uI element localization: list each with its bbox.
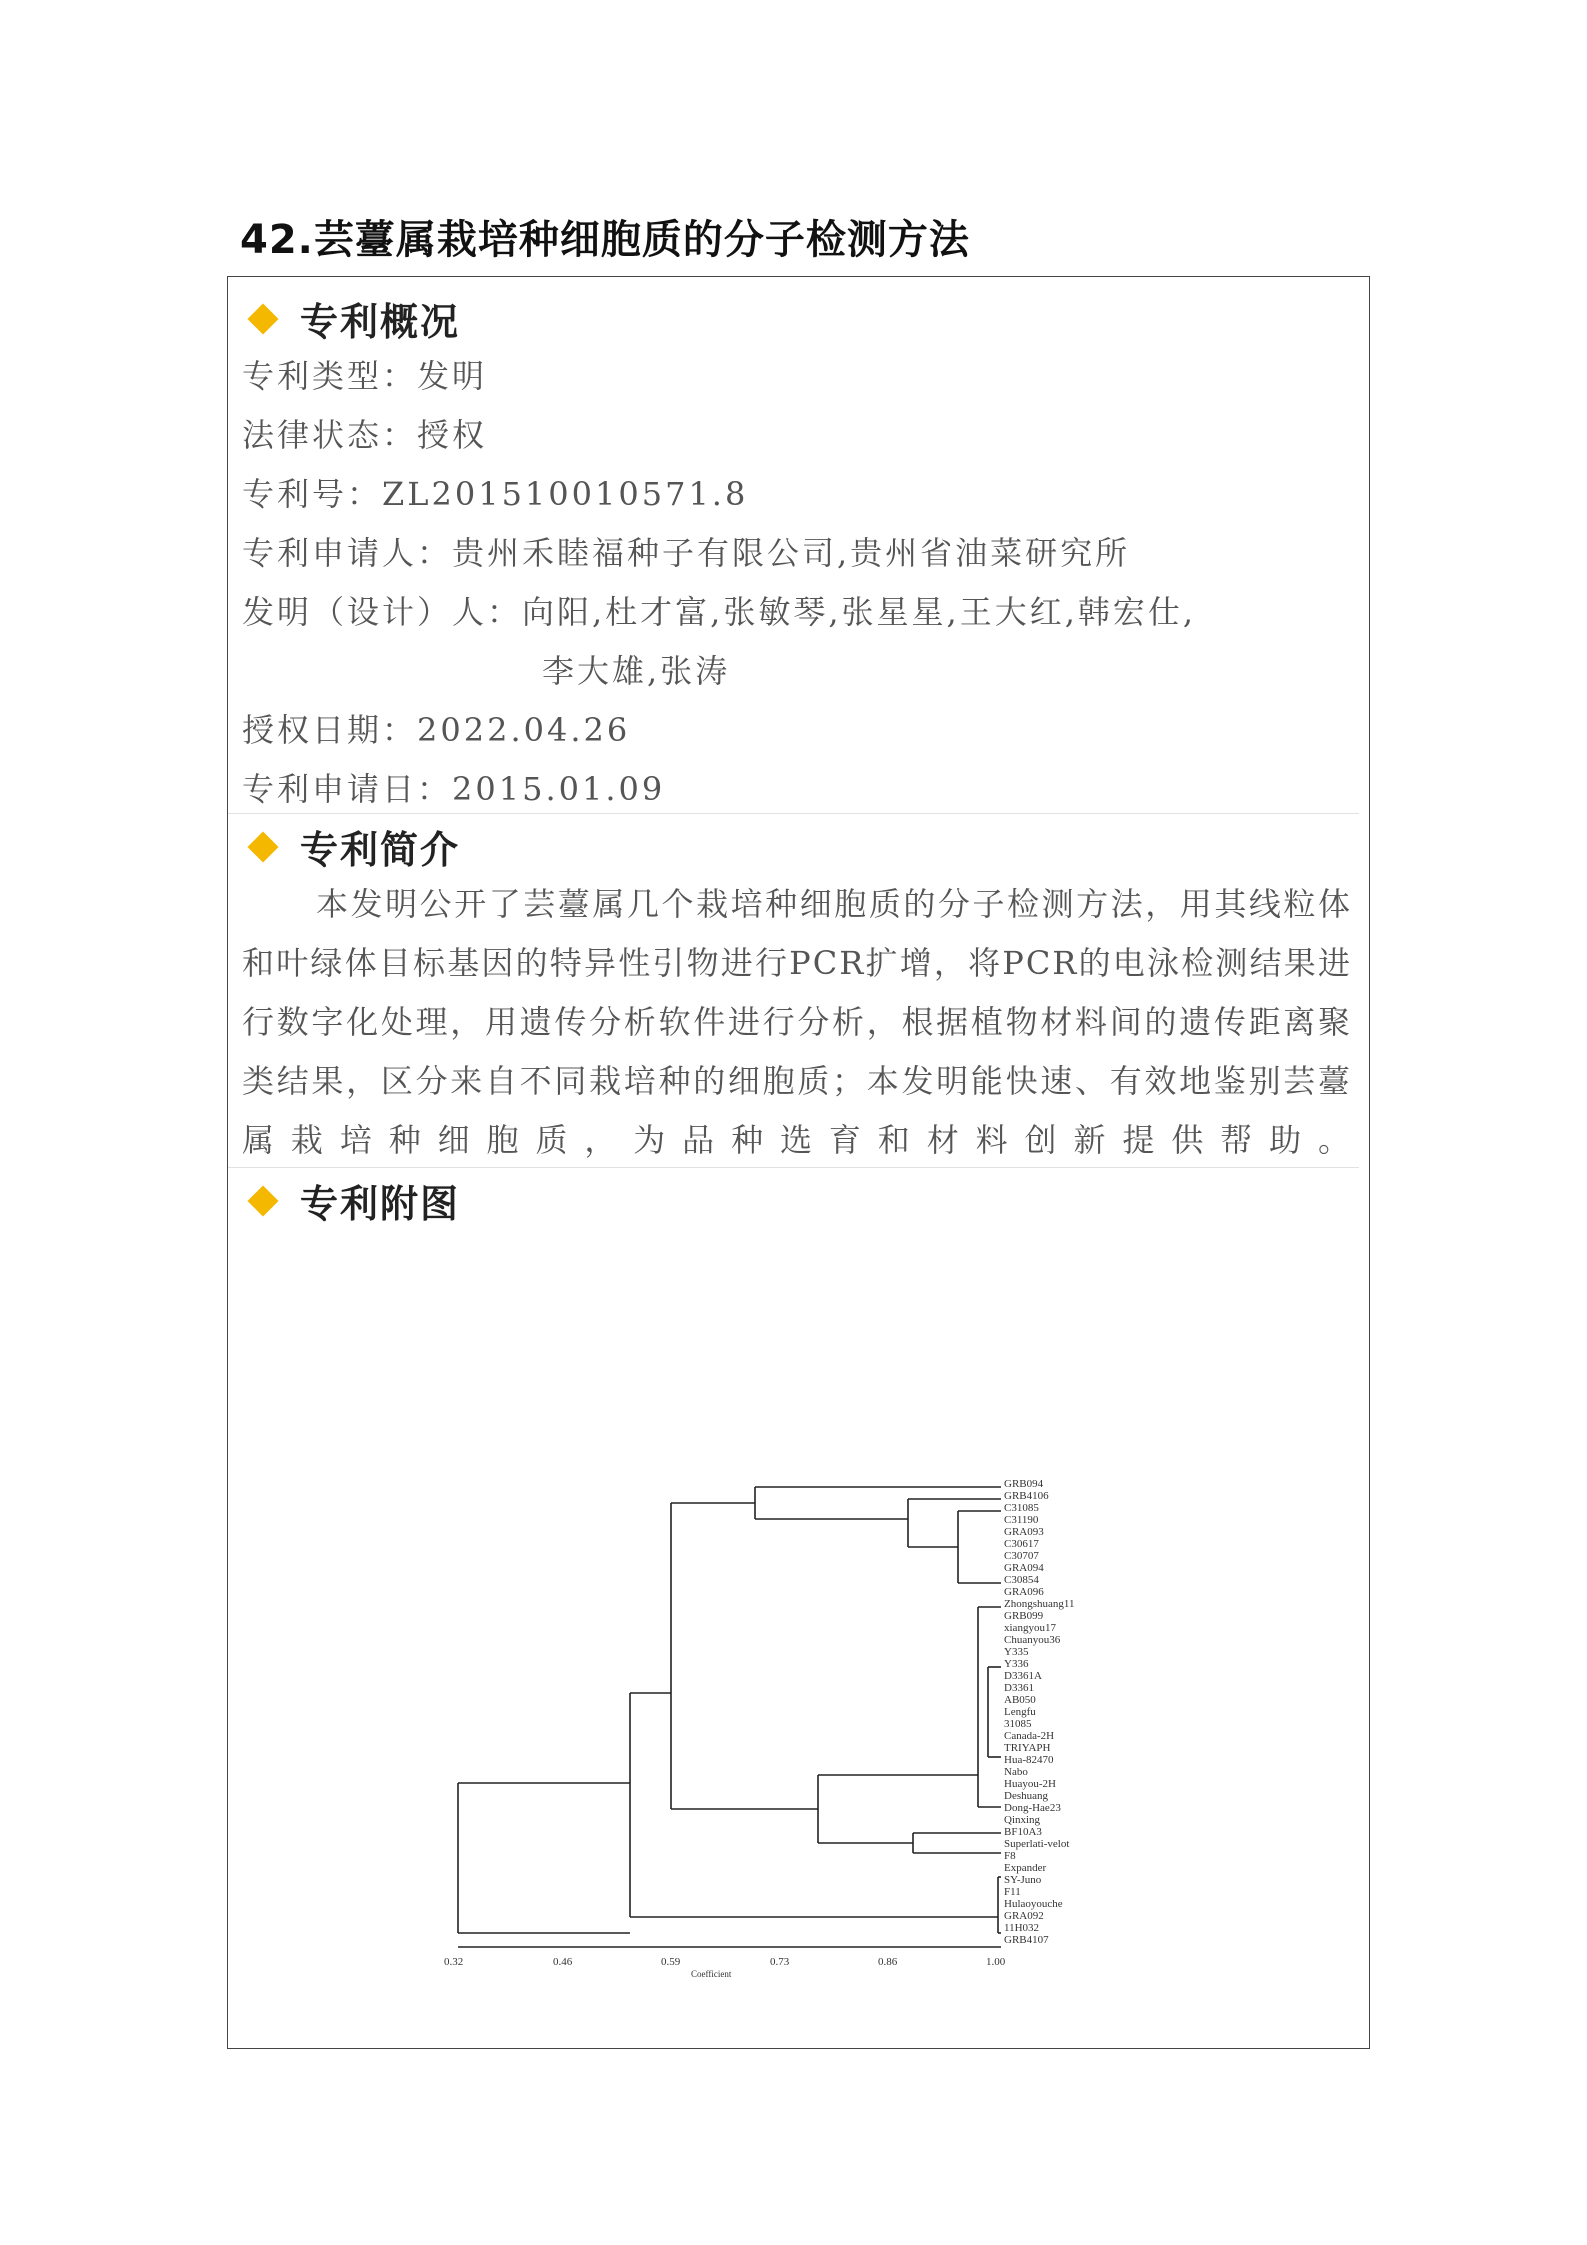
divider — [228, 1167, 1359, 1168]
axis-tick-label: 1.00 — [986, 1956, 1006, 1968]
leaf-label: Hulaoyouche — [1004, 1898, 1063, 1910]
legal-status: 法律状态：授权 — [242, 416, 488, 454]
leaf-label: GRB4106 — [1004, 1490, 1049, 1502]
axis-tick-label: 0.46 — [553, 1956, 573, 1968]
diamond-bullet-icon — [247, 1185, 278, 1216]
dendrogram-figure — [428, 1467, 1188, 1987]
leaf-label: 31085 — [1004, 1718, 1032, 1730]
leaf-label: Y335 — [1004, 1646, 1029, 1658]
axis-tick-label: 0.86 — [878, 1956, 898, 1968]
leaf-label: C30854 — [1004, 1574, 1039, 1586]
leaf-label: Canada-2H — [1004, 1730, 1055, 1742]
leaf-label: GRA093 — [1004, 1526, 1044, 1538]
leaf-label: 11H032 — [1004, 1922, 1040, 1934]
leaf-label: Dong-Hae23 — [1004, 1802, 1061, 1814]
axis-tick-label: 0.32 — [444, 1956, 464, 1968]
dendrogram-axis-labels — [444, 1956, 1006, 1979]
summary-text: 本发明公开了芸薹属几个栽培种细胞质的分子检测方法，用其线粒体和叶绿体目标基因的特异性引物进行PCR扩增，将PCR的电泳检测结果进行数字化处理，用遗传分析软件进行分析，根据植物材料间的遗传距离聚类结果，区分来自不同栽培种的细胞质；本发明能快速、有效地鉴别芸薹属栽培种细胞质，为品种选育和材料创新提供帮助。 — [242, 885, 1352, 1159]
leaf-label: C31085 — [1004, 1502, 1039, 1514]
leaf-label: Chuanyou36 — [1004, 1634, 1061, 1646]
summary-heading: 专利简介 — [300, 827, 461, 872]
page-title: 42.芸薹属栽培种细胞质的分子检测方法 — [240, 217, 970, 263]
leaf-label: Deshuang — [1004, 1790, 1048, 1802]
leaf-label: AB050 — [1004, 1694, 1036, 1706]
application-date: 专利申请日：2015.01.09 — [242, 770, 666, 808]
leaf-label: F8 — [1004, 1850, 1016, 1862]
leaf-label: C30617 — [1004, 1538, 1039, 1550]
leaf-label: Qinxing — [1004, 1814, 1041, 1826]
diamond-bullet-icon — [247, 303, 278, 334]
leaf-label: GRA096 — [1004, 1586, 1044, 1598]
patent-card — [227, 276, 1370, 2049]
leaf-label: Expander — [1004, 1862, 1047, 1874]
leaf-label: D3361A — [1004, 1670, 1042, 1682]
patent-inventors: 发明（设计）人：向阳,杜才富,张敏琴,张星星,王大红,韩宏仕, — [242, 593, 1197, 631]
patent-type: 专利类型：发明 — [242, 357, 488, 395]
divider — [228, 813, 1359, 814]
leaf-label: GRA094 — [1004, 1562, 1044, 1574]
leaf-label: Nabo — [1004, 1766, 1028, 1778]
overview-heading: 专利概况 — [300, 299, 461, 344]
leaf-label: Hua-82470 — [1004, 1754, 1054, 1766]
leaf-label: GRA092 — [1004, 1910, 1044, 1922]
leaf-label: SY-Juno — [1004, 1874, 1042, 1886]
leaf-label: GRB4107 — [1004, 1934, 1049, 1946]
summary-header — [246, 819, 460, 874]
leaf-label: GRB099 — [1004, 1610, 1044, 1622]
leaf-label: BF10A3 — [1004, 1826, 1042, 1838]
axis-tick-label: 0.59 — [661, 1956, 681, 1968]
grant-date: 授权日期：2022.04.26 — [242, 711, 631, 749]
leaf-label: D3361 — [1004, 1682, 1034, 1694]
diamond-bullet-icon — [247, 831, 278, 862]
leaf-label: Zhongshuang11 — [1004, 1598, 1075, 1610]
patent-inventors-cont: 李大雄,张涛 — [542, 652, 731, 690]
leaf-label: Lengfu — [1004, 1706, 1036, 1718]
figure-heading: 专利附图 — [300, 1181, 461, 1226]
leaf-label: TRIYAPH — [1004, 1742, 1051, 1754]
summary-text-block — [242, 875, 1352, 1170]
patent-applicant: 专利申请人：贵州禾睦福种子有限公司,贵州省油菜研究所 — [242, 534, 1131, 572]
leaf-label: Superlati-velot — [1004, 1838, 1070, 1850]
leaf-label: Huayou-2H — [1004, 1778, 1056, 1790]
figure-header — [246, 1173, 460, 1228]
patent-number: 专利号：ZL201510010571.8 — [242, 475, 749, 513]
leaf-label: C30707 — [1004, 1550, 1039, 1562]
leaf-label: Y336 — [1004, 1658, 1029, 1670]
leaf-label: GRB094 — [1004, 1478, 1044, 1490]
axis-tick-label: 0.73 — [770, 1956, 790, 1968]
dendrogram-leaf-labels — [1004, 1478, 1074, 1946]
axis-title: Coefficient — [691, 1969, 732, 1979]
leaf-label: F11 — [1004, 1886, 1021, 1898]
overview-header — [246, 291, 460, 346]
dendrogram-tree — [458, 1487, 1001, 1947]
leaf-label: C31190 — [1004, 1514, 1039, 1526]
leaf-label: xiangyou17 — [1004, 1622, 1056, 1634]
